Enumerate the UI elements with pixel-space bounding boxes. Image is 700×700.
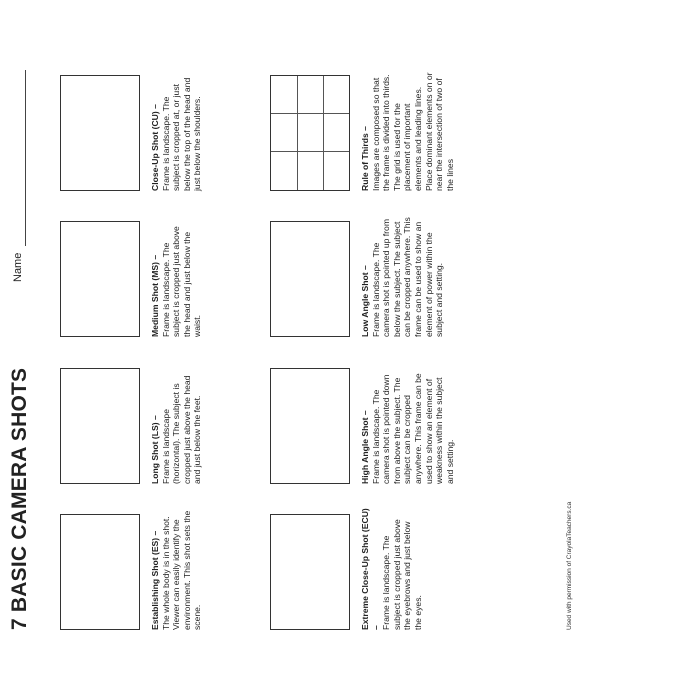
caption-body: Images are composed so that the frame is divided into thirds. The grid is used for the placement of important elements and leading lines. Place dominant elements on or near the intersection of two of the lines bbox=[370, 72, 455, 191]
grid-line bbox=[271, 151, 349, 152]
caption-body: Frame is landscape. The camera shot is pointed up from below the subject. The subject can be cropped anywhere. This frame can be used to show an element of power within the subject and setting. bbox=[370, 217, 445, 337]
caption-body: Frame is landscape (horizontal). The subject is cropped just above the head and just below the feet. bbox=[160, 375, 203, 484]
caption-body: Frame is landscape. The subject is cropped just above the head and just below the waist. bbox=[160, 226, 203, 337]
frame-rule-of-thirds-grid bbox=[270, 75, 350, 191]
caption-body: The whole body is in the shot. Viewer can easily identify the environment. This shot sets the scene. bbox=[160, 510, 203, 630]
caption-title: High Angle Shot – bbox=[360, 410, 370, 484]
caption-title: Extreme Close-Up Shot (ECU) – bbox=[360, 508, 381, 630]
frame-high-angle-shot bbox=[270, 368, 350, 484]
name-line bbox=[25, 70, 26, 246]
worksheet bbox=[0, 70, 700, 630]
caption-medium-shot bbox=[150, 215, 203, 337]
caption-title: Rule of Thirds – bbox=[360, 126, 370, 191]
caption-body: Frame is landscape. The subject is cropped just above the eyebrows and just below the eyes. bbox=[381, 519, 423, 630]
caption-high-angle-shot bbox=[360, 362, 455, 484]
frame-medium-shot bbox=[60, 221, 140, 337]
frame-extreme-close-up-shot bbox=[270, 514, 350, 630]
caption-low-angle-shot bbox=[360, 215, 445, 337]
frame-close-up-shot bbox=[60, 75, 140, 191]
worksheet-title: 7 BASIC CAMERA SHOTS bbox=[8, 367, 31, 630]
permission-footer: Used with permission of CrayolaTeachers.ca bbox=[566, 501, 573, 630]
caption-title: Close-Up Shot (CU) – bbox=[150, 104, 160, 191]
caption-title: Low Angle Shot – bbox=[360, 265, 370, 337]
grid-line bbox=[323, 76, 324, 190]
grid-line bbox=[297, 76, 298, 190]
caption-title: Medium Shot (MS) – bbox=[150, 254, 160, 337]
frame-establishing-shot bbox=[60, 514, 140, 630]
frame-low-angle-shot bbox=[270, 221, 350, 337]
caption-close-up-shot bbox=[150, 69, 203, 191]
caption-title: Establishing Shot (ES) – bbox=[150, 530, 160, 630]
name-label: Name bbox=[12, 252, 24, 282]
caption-body: Frame is landscape. The camera shot is pointed down from above the subject. The subject can be cropped anywhere. This frame can be used to show an element of weakness within the subject and setting. bbox=[370, 373, 455, 484]
grid-line bbox=[271, 113, 349, 114]
caption-rule-of-thirds bbox=[360, 69, 455, 191]
caption-extreme-close-up-shot bbox=[360, 508, 424, 630]
frame-long-shot bbox=[60, 368, 140, 484]
caption-long-shot bbox=[150, 362, 203, 484]
caption-title: Long Shot (LS) – bbox=[150, 415, 160, 484]
caption-body: Frame is landscape. The subject is cropped at, or just below the top of the head and just below the shoulders. bbox=[160, 77, 203, 191]
caption-establishing-shot bbox=[150, 508, 203, 630]
